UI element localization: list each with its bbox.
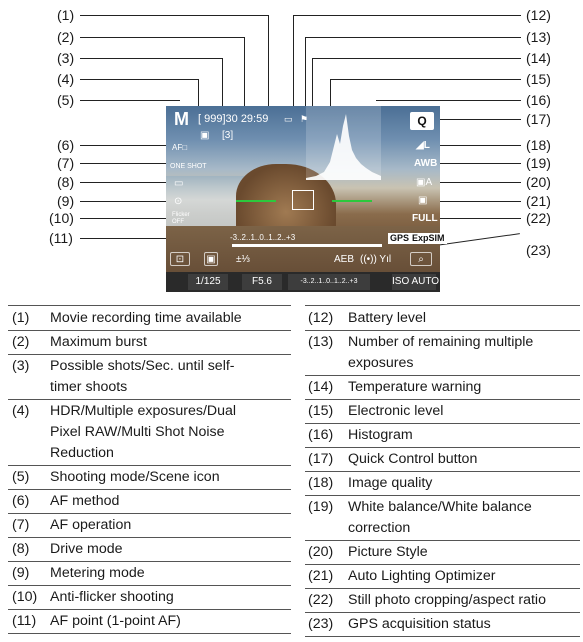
callout-4: (4)	[57, 71, 75, 87]
legend-row: (20) Picture Style	[308, 544, 428, 560]
image-quality: ◢L	[416, 140, 430, 151]
legend-row: (3) Possible shots/Sec. until self- timer shoots	[12, 358, 235, 395]
exposure-bar	[166, 272, 440, 292]
legend-row: (11) AF point (1-point AF)	[12, 613, 181, 629]
electronic-level-right	[332, 200, 372, 202]
search-icon[interactable]: ⌕	[410, 252, 432, 266]
legend-row: (18) Image quality	[308, 475, 433, 491]
callout-21: (21)	[526, 193, 551, 209]
hdr-level: ±⅓	[236, 254, 250, 265]
callout-18: (18)	[526, 137, 551, 153]
legend-row: (15) Electronic level	[308, 403, 444, 419]
cropping: FULL	[412, 213, 438, 224]
legend-row: (1) Movie recording time available	[12, 310, 242, 326]
metering-mode-icon: ⊙	[174, 196, 183, 207]
legend-row: (23) GPS acquisition status	[308, 616, 491, 632]
callout-3: (3)	[57, 50, 75, 66]
legend-row: (10) Anti-flicker shooting	[12, 589, 174, 605]
multi-exposure-icon: ⚑	[300, 114, 309, 124]
shutter-mode-icon[interactable]: ⊡	[170, 252, 190, 266]
af-operation: ONE SHOT	[170, 163, 207, 170]
battery-icon: ▭	[284, 114, 293, 124]
af-method: AF□	[172, 143, 188, 152]
exposure-scale: -3..2..1..0..1..2..+3	[230, 233, 296, 242]
callout-6: (6)	[57, 137, 75, 153]
callout-19: (19)	[526, 155, 551, 171]
legend-row: (21) Auto Lighting Optimizer	[308, 568, 496, 584]
callout-16: (16)	[526, 92, 551, 108]
legend-row: (2) Maximum burst	[12, 334, 147, 350]
shooting-mode: M	[174, 109, 189, 129]
camera-screen	[166, 106, 445, 292]
hdr-icon: ▣	[200, 130, 210, 141]
legend-row: (17) Quick Control button	[308, 451, 478, 467]
callout-23: (23)	[526, 242, 551, 258]
legend-row: (14) Temperature warning	[308, 379, 482, 395]
picture-style: ▣A	[416, 177, 433, 188]
quick-control-button[interactable]: Q	[410, 112, 434, 130]
iso-speed[interactable]: ISO AUTO	[392, 274, 436, 290]
exposure-level[interactable]: -3..2..1..0..1..2..+3	[288, 274, 370, 290]
aperture[interactable]: F5.6	[242, 274, 282, 290]
gps-status: GPS	[390, 233, 410, 243]
exp-sim: ExpSIM	[412, 233, 445, 243]
anti-flicker: Flicker OFF	[172, 212, 190, 225]
legend-row: (6) AF method	[12, 493, 120, 509]
exposure-scale-bar	[232, 244, 382, 247]
callout-2: (2)	[57, 29, 75, 45]
white-balance: AWB	[414, 158, 438, 169]
alo-icon: ▣	[418, 195, 428, 206]
signal-icon: ((•)) Yıl	[360, 254, 392, 265]
legend-row: (5) Shooting mode/Scene icon	[12, 469, 220, 485]
aeb-indicator: AEB	[334, 254, 355, 265]
metering-touch-icon[interactable]: ▣	[204, 252, 218, 266]
legend-row: (22) Still photo cropping/aspect ratio	[308, 592, 546, 608]
legend-row: (19) White balance/White balance correction	[308, 499, 532, 536]
callout-8: (8)	[57, 174, 75, 190]
legend-row: (8) Drive mode	[12, 541, 123, 557]
callout-1: (1)	[57, 7, 75, 23]
histogram	[306, 106, 381, 180]
callout-13: (13)	[526, 29, 551, 45]
top-status-readout: [ 999]30 29:59	[198, 113, 269, 125]
callout-22: (22)	[526, 210, 551, 226]
legend-row: (16) Histogram	[308, 427, 413, 443]
legend-row: (4) HDR/Multiple exposures/Dual Pixel RAW/Multi Shot Noise Reduction	[12, 403, 237, 461]
af-point-frame	[292, 190, 314, 210]
callout-14: (14)	[526, 50, 551, 66]
legend-row: (7) AF operation	[12, 517, 132, 533]
callout-5: (5)	[57, 92, 75, 108]
callout-15: (15)	[526, 71, 551, 87]
shutter-speed[interactable]: 1/125	[188, 274, 228, 290]
callout-12: (12)	[526, 7, 551, 23]
callout-9: (9)	[57, 193, 75, 209]
legend-row: (13) Number of remaining multiple exposures	[308, 334, 534, 371]
callout-20: (20)	[526, 174, 551, 190]
legend-row: (12) Battery level	[308, 310, 427, 326]
self-timer-burst: [3]	[222, 130, 234, 141]
drive-mode-icon: ▭	[174, 178, 184, 189]
callout-17: (17)	[526, 111, 551, 127]
legend-row: (9) Metering mode	[12, 565, 145, 581]
callout-11: (11)	[49, 230, 73, 246]
callout-7: (7)	[57, 155, 75, 171]
electronic-level-left	[236, 200, 276, 202]
callout-10: (10)	[49, 210, 74, 226]
